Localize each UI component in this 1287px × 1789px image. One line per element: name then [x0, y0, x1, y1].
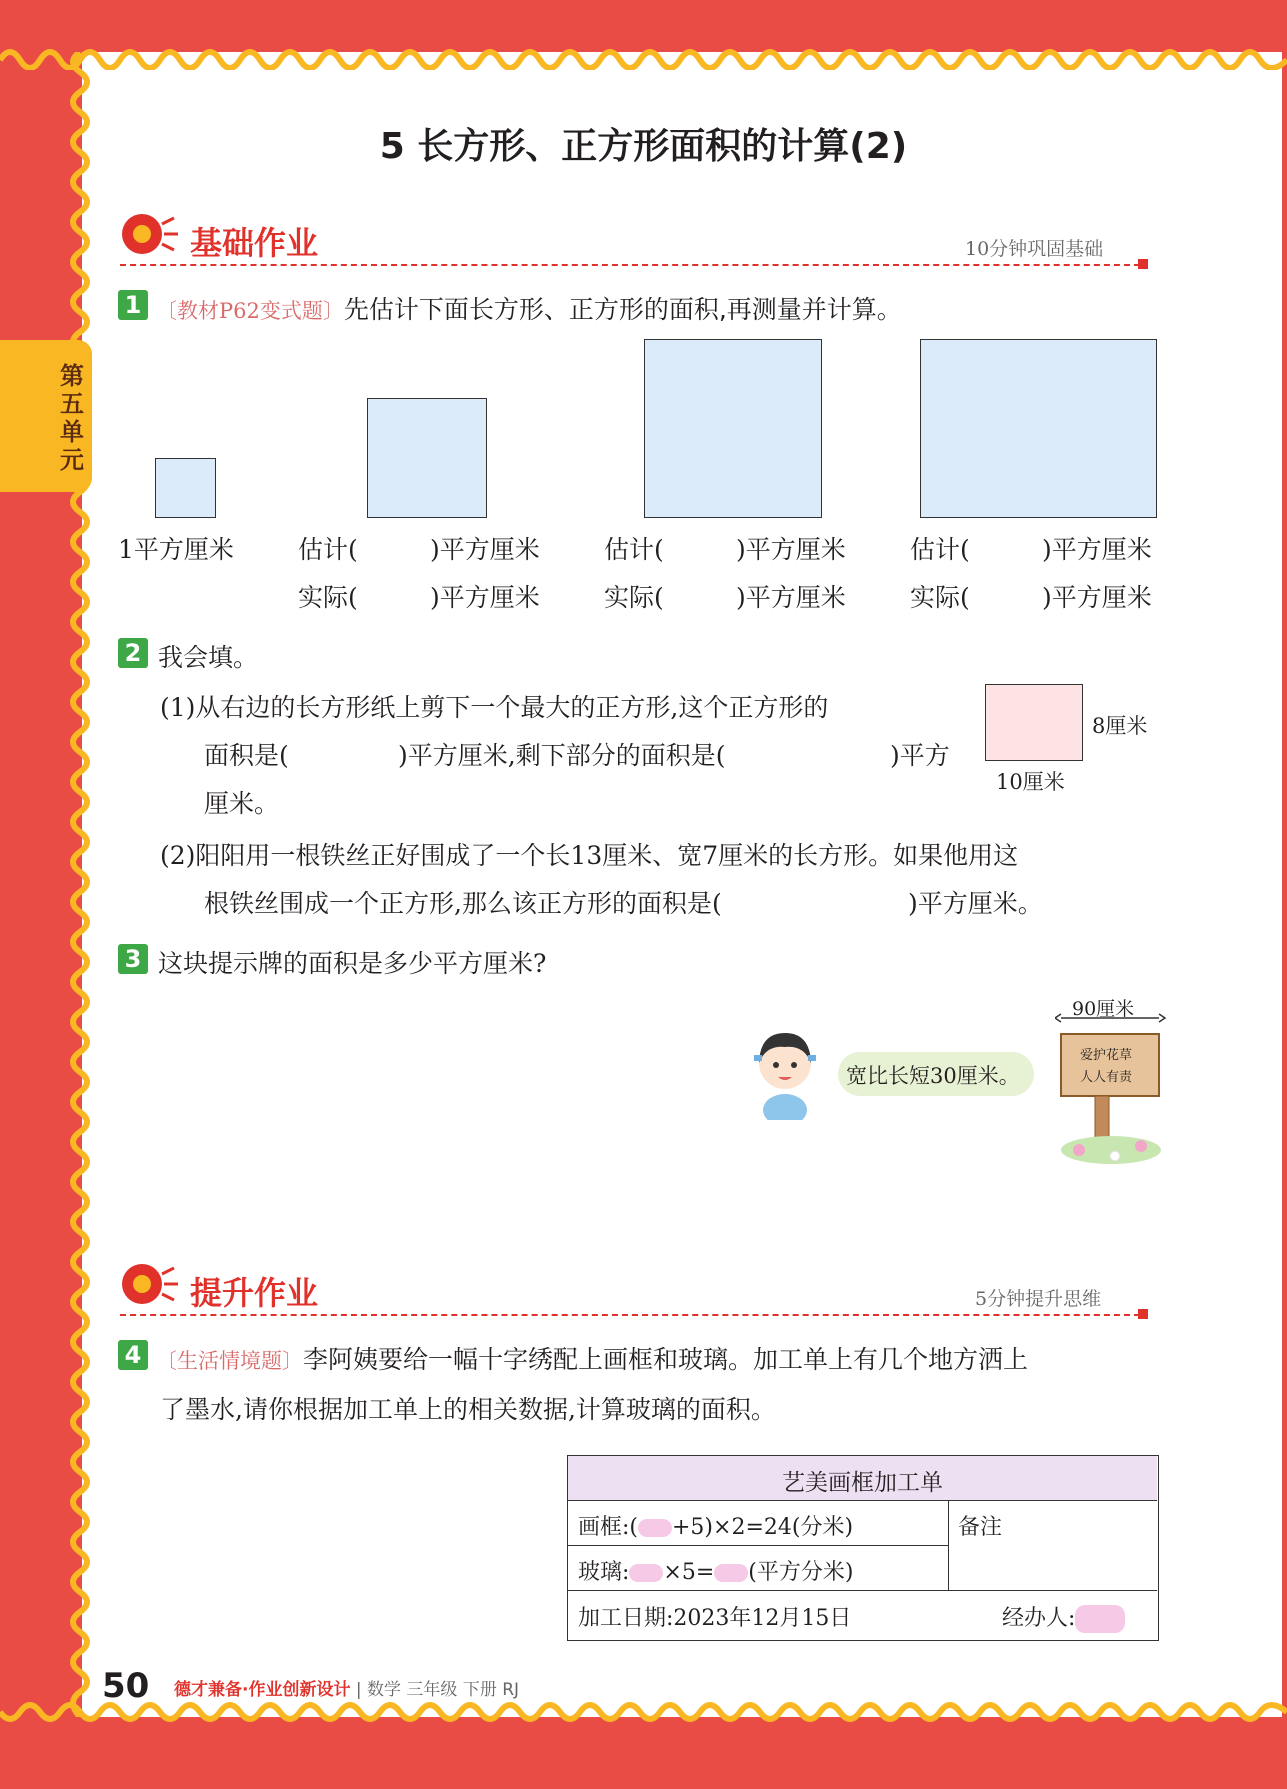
order-form-glass-row: [578, 1555, 853, 1586]
unit-side-tab-label: 第五单元: [60, 362, 84, 474]
q4-source: 〔生活情境题〕: [156, 1349, 303, 1373]
actual-label-2: 实际(: [604, 583, 664, 612]
order-form-table: [567, 1455, 1159, 1641]
page-title: 5 长方形、正方形面积的计算(2): [379, 126, 908, 167]
ink-blot: [1075, 1605, 1125, 1633]
q1-prompt: [156, 290, 902, 326]
sign-text-line1: 爱护花草: [1080, 1048, 1133, 1063]
ink-blot: [638, 1519, 672, 1537]
estimate-label-1: 估计(: [298, 535, 358, 564]
sign-text-line2: 人人有责: [1080, 1070, 1133, 1085]
lamp-icon: [118, 210, 180, 260]
girl-illustration: [750, 1025, 820, 1120]
section-basic-title: 基础作业: [190, 224, 319, 262]
actual-suffix-3: )平方厘米: [1042, 583, 1152, 612]
order-form-title: 艺美画框加工单: [782, 1470, 943, 1496]
q2-part2-line1: (2)阳阳用一根铁丝正好围成了一个长13厘米、宽7厘米的长方形。如果他用这: [160, 841, 1019, 870]
q4-prompt-line1: [156, 1340, 1028, 1376]
order-form-handler: [1002, 1601, 1125, 1633]
estimate-suffix-1: )平方厘米: [430, 535, 540, 564]
estimate-label-2: 估计(: [604, 535, 664, 564]
shape-rectangle: [644, 339, 822, 518]
footer-meta: 数学 三年级 下册 RJ: [367, 1680, 520, 1700]
actual-suffix-2: )平方厘米: [736, 583, 846, 612]
question-number-3: 3: [118, 944, 148, 974]
estimate-suffix-2: )平方厘米: [736, 535, 846, 564]
question-number-4: 4: [118, 1340, 148, 1370]
handler-label: 经办人:: [1002, 1606, 1076, 1631]
bottom-wave-border: [0, 1700, 1287, 1730]
q2-part2-line2b: )平方厘米。: [908, 889, 1043, 918]
frame-label: 画框:(: [578, 1515, 638, 1540]
q2-part1-line2b: )平方厘米,剩下部分的面积是(: [398, 741, 726, 770]
order-form-footer-divider: [568, 1590, 1157, 1591]
glass-label: 玻璃:: [578, 1560, 630, 1585]
top-wave-border: [0, 40, 1287, 70]
q4-text-line1: 李阿姨要给一幅十字绣配上画框和玻璃。加工单上有几个地方洒上: [303, 1345, 1029, 1374]
footer-info: 德才兼备·作业创新设计 | 数学 三年级 下册 RJ: [174, 1680, 520, 1700]
actual-label-1: 实际(: [298, 583, 358, 612]
q2-part2-line2a: 根铁丝围成一个正方形,那么该正方形的面积是(: [204, 889, 722, 918]
unit-square-label: 1平方厘米: [118, 535, 234, 564]
q2-part1-line3: 厘米。: [204, 789, 280, 818]
q1-text: 先估计下面长方形、正方形的面积,再测量并计算。: [343, 295, 902, 324]
order-form-frame-row: [578, 1510, 853, 1541]
q2-part1-line1: (1)从右边的长方形纸上剪下一个最大的正方形,这个正方形的: [160, 693, 829, 722]
shape-rectangle-large: [920, 339, 1157, 518]
ink-blot: [629, 1564, 663, 1582]
glass-formula: ×5=: [663, 1560, 715, 1585]
question-number-1: 1: [118, 290, 148, 320]
q2-rect-width-label: 10厘米: [996, 770, 1065, 794]
estimate-label-3: 估计(: [910, 535, 970, 564]
q2-part1-line2a: 面积是(: [204, 741, 289, 770]
actual-label-3: 实际(: [910, 583, 970, 612]
q2-paper-rectangle: [985, 684, 1083, 761]
section-advanced-divider: [120, 1314, 1140, 1316]
order-form-row-divider: [568, 1545, 948, 1546]
sign-illustration: [1055, 1010, 1170, 1170]
q4-prompt-line2: 了墨水,请你根据加工单上的相关数据,计算玻璃的面积。: [160, 1395, 776, 1424]
order-form-notes: 备注: [958, 1515, 1003, 1540]
page-number: 50: [102, 1666, 150, 1706]
divider-end-marker: [1138, 1309, 1148, 1319]
q2-part1-line2c: )平方: [890, 741, 950, 770]
section-advanced-subtitle: 5分钟提升思维: [975, 1288, 1102, 1310]
order-form-col-divider: [948, 1500, 949, 1590]
section-basic-subtitle: 10分钟巩固基础: [965, 238, 1104, 260]
lamp-icon: [118, 1260, 180, 1310]
shape-square-medium: [367, 398, 487, 518]
left-wave-border: [60, 52, 90, 1717]
section-basic-divider: [120, 264, 1140, 266]
order-form-date: 加工日期:2023年12月15日: [578, 1606, 852, 1631]
q1-source: 〔教材P62变式题〕: [156, 299, 344, 323]
q2-prompt: 我会填。: [158, 643, 259, 672]
unit-square: [155, 458, 216, 518]
frame-formula: +5)×2=24(分米): [672, 1515, 854, 1540]
divider-end-marker: [1138, 259, 1148, 269]
footer-book-title: 德才兼备·作业创新设计: [174, 1680, 351, 1700]
estimate-suffix-3: )平方厘米: [1042, 535, 1152, 564]
q2-rect-height-label: 8厘米: [1092, 714, 1148, 738]
question-number-2: 2: [118, 638, 148, 668]
glass-unit: (平方分米): [748, 1560, 854, 1585]
section-advanced-title: 提升作业: [190, 1274, 319, 1312]
q3-prompt: 这块提示牌的面积是多少平方厘米?: [158, 949, 547, 978]
actual-suffix-1: )平方厘米: [430, 583, 540, 612]
speech-bubble-text: 宽比长短30厘米。: [846, 1064, 1020, 1088]
sign-width-label: 90厘米: [1072, 998, 1135, 1020]
ink-blot: [714, 1564, 748, 1582]
